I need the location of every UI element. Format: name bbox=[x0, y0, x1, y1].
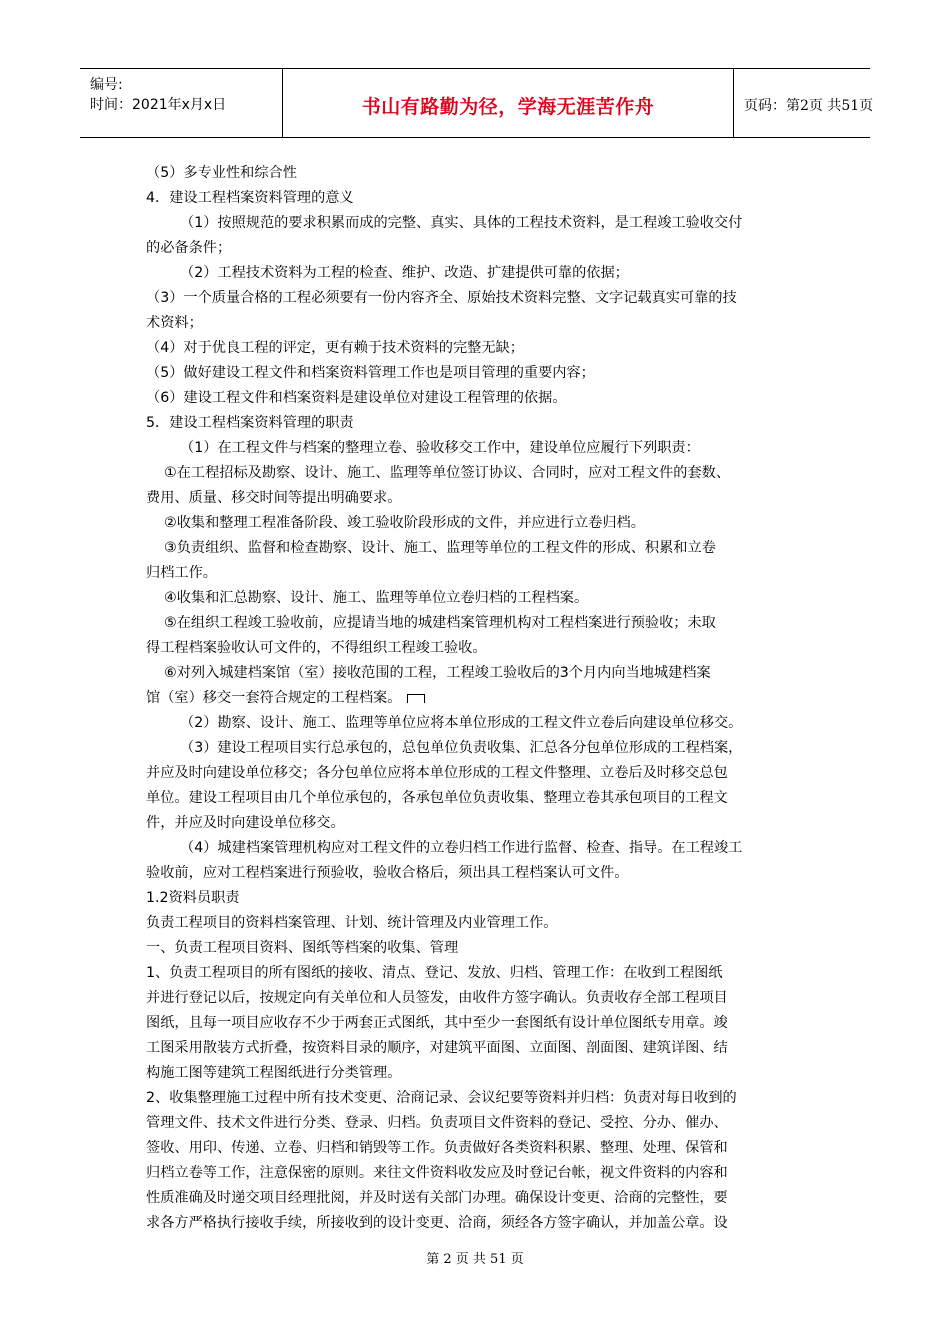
text-line: 构施工图等建筑工程图纸进行分类管理。 bbox=[146, 1065, 402, 1081]
section-heading: 4．建设工程档案资料管理的意义 bbox=[146, 190, 354, 206]
number-label: 编号: bbox=[90, 77, 123, 93]
text-line: 归档立卷等工作，注意保密的原则。来往文件资料收发应及时登记台帐，视文件资料的内容和 bbox=[146, 1165, 728, 1181]
text-line: 负责工程项目的资料档案管理、计划、统计管理及内业管理工作。 bbox=[146, 915, 558, 931]
motto: 书山有路勤为径，学海无涯苦作舟 bbox=[361, 96, 655, 118]
header-meta bbox=[80, 69, 282, 137]
text-line: （5）多专业性和综合性 bbox=[146, 165, 297, 181]
header-page-cell bbox=[732, 69, 874, 137]
text-line: （4）城建档案管理机构应对工程文件的立卷归档工作进行监督、检查、指导。在工程竣工 bbox=[180, 840, 743, 856]
text-line: （5）做好建设工程文件和档案资料管理工作也是项目管理的重要内容； bbox=[146, 365, 595, 381]
text-line: 管理文件、技术文件进行分类、登录、归档。负责项目文件资料的登记、受控、分办、催办、 bbox=[146, 1115, 728, 1131]
text-line: 图纸，且每一项目应收存不少于两套正式图纸，其中至少一套图纸有设计单位图纸专用章。竣 bbox=[146, 1015, 728, 1031]
text-line: 2、收集整理施工过程中所有技术变更、洽商记录、会议纪要等资料并归档：负责对每日收到的 bbox=[146, 1090, 737, 1106]
section-heading: 5．建设工程档案资料管理的职责 bbox=[146, 415, 354, 431]
text-line: （1）在工程文件与档案的整理立卷、验收移交工作中，建设单位应履行下列职责： bbox=[180, 440, 700, 456]
page-footer: 第 2 页 共 51 页 bbox=[426, 1252, 524, 1267]
text-line: （2）工程技术资料为工程的检查、维护、改造、扩建提供可靠的依据； bbox=[180, 265, 629, 281]
text-line: 归档工作。 bbox=[146, 565, 217, 581]
text-line: 工图采用散装方式折叠，按资料目录的顺序，对建筑平面图、立面图、剖面图、建筑详图、结 bbox=[146, 1040, 728, 1056]
text-line: 的必备条件； bbox=[146, 240, 232, 256]
text-line: ④收集和汇总勘察、设计、施工、监理等单位立卷归档的工程档案。 bbox=[164, 590, 589, 606]
text-line: （3）一个质量合格的工程必须要有一份内容齐全、原始技术资料完整、文字记载真实可靠的技 bbox=[146, 290, 737, 306]
text-line: 得工程档案验收认可文件的，不得组织工程竣工验收。 bbox=[146, 640, 487, 656]
text-line bbox=[146, 689, 425, 707]
page-label: 页码：第2页 共51页 bbox=[744, 98, 874, 114]
text-line: 单位。建设工程项目由几个单位承包的，各承包单位负责收集、整理立卷其承包项目的工程文 bbox=[146, 790, 728, 806]
subsection-heading: 1.2资料员职责 bbox=[146, 890, 240, 906]
text-line: （2）勘察、设计、施工、监理等单位应将本单位形成的工程文件立卷后向建设单位移交。 bbox=[180, 715, 743, 731]
text-line: （1）按照规范的要求积累而成的完整、真实、具体的工程技术资料，是工程竣工验收交付 bbox=[180, 215, 743, 231]
text-line: 验收前，应对工程档案进行预验收，验收合格后，须出具工程档案认可文件。 bbox=[146, 865, 629, 881]
anchor-mark-icon bbox=[407, 694, 425, 703]
text-line: 并应及时向建设单位移交；各分包单位应将本单位形成的工程文件整理、立卷后及时移交总包 bbox=[146, 765, 728, 781]
text-line: ⑤在组织工程竣工验收前，应提请当地的城建档案管理机构对工程档案进行预验收；未取 bbox=[164, 615, 716, 631]
text-line: ②收集和整理工程准备阶段、竣工验收阶段形成的文件，并应进行立卷归档。 bbox=[164, 515, 645, 531]
text-line: ⑥对列入城建档案馆（室）接收范围的工程，工程竣工验收后的3个月内向当地城建档案 bbox=[164, 665, 711, 681]
text-line: （3）建设工程项目实行总承包的，总包单位负责收集、汇总各分包单位形成的工程档案， bbox=[180, 740, 743, 756]
text-line-content: 馆（室）移交一套符合规定的工程档案。 bbox=[146, 690, 402, 706]
text-line: （4）对于优良工程的评定，更有赖于技术资料的完整无缺； bbox=[146, 340, 524, 356]
text-line: （6）建设工程文件和档案资料是建设单位对建设工程管理的依据。 bbox=[146, 390, 567, 406]
text-line: 一、负责工程项目资料、图纸等档案的收集、管理 bbox=[146, 940, 459, 956]
text-line: 并进行登记以后，按规定向有关单位和人员签发，由收件方签字确认。负责收存全部工程项目 bbox=[146, 990, 728, 1006]
text-line: 性质准确及时递交项目经理批阅，并及时送有关部门办理。确保设计变更、洽商的完整性，要 bbox=[146, 1190, 728, 1206]
text-line: 费用、质量、移交时间等提出明确要求。 bbox=[146, 490, 402, 506]
text-line: 签收、用印、传递、立卷、归档和销毁等工作。负责做好各类资料积累、整理、处理、保管和 bbox=[146, 1140, 728, 1156]
text-line: ③负责组织、监督和检查勘察、设计、施工、监理等单位的工程文件的形成、积累和立卷 bbox=[164, 540, 716, 556]
text-line: 1、负责工程项目的所有图纸的接收、清点、登记、发放、归档、管理工作：在收到工程图纸 bbox=[146, 965, 723, 981]
text-line: ①在工程招标及勘察、设计、施工、监理等单位签订协议、合同时，应对工程文件的套数、 bbox=[164, 465, 731, 481]
text-line: 求各方严格执行接收手续，所接收到的设计变更、洽商，须经各方签字确认，并加盖公章。设 bbox=[146, 1215, 728, 1231]
header-motto-cell bbox=[282, 69, 734, 137]
page-header bbox=[80, 68, 874, 138]
text-line: 件，并应及时向建设单位移交。 bbox=[146, 815, 345, 831]
time-label: 时间：2021年x月x日 bbox=[90, 97, 227, 113]
text-line: 术资料； bbox=[146, 315, 203, 331]
